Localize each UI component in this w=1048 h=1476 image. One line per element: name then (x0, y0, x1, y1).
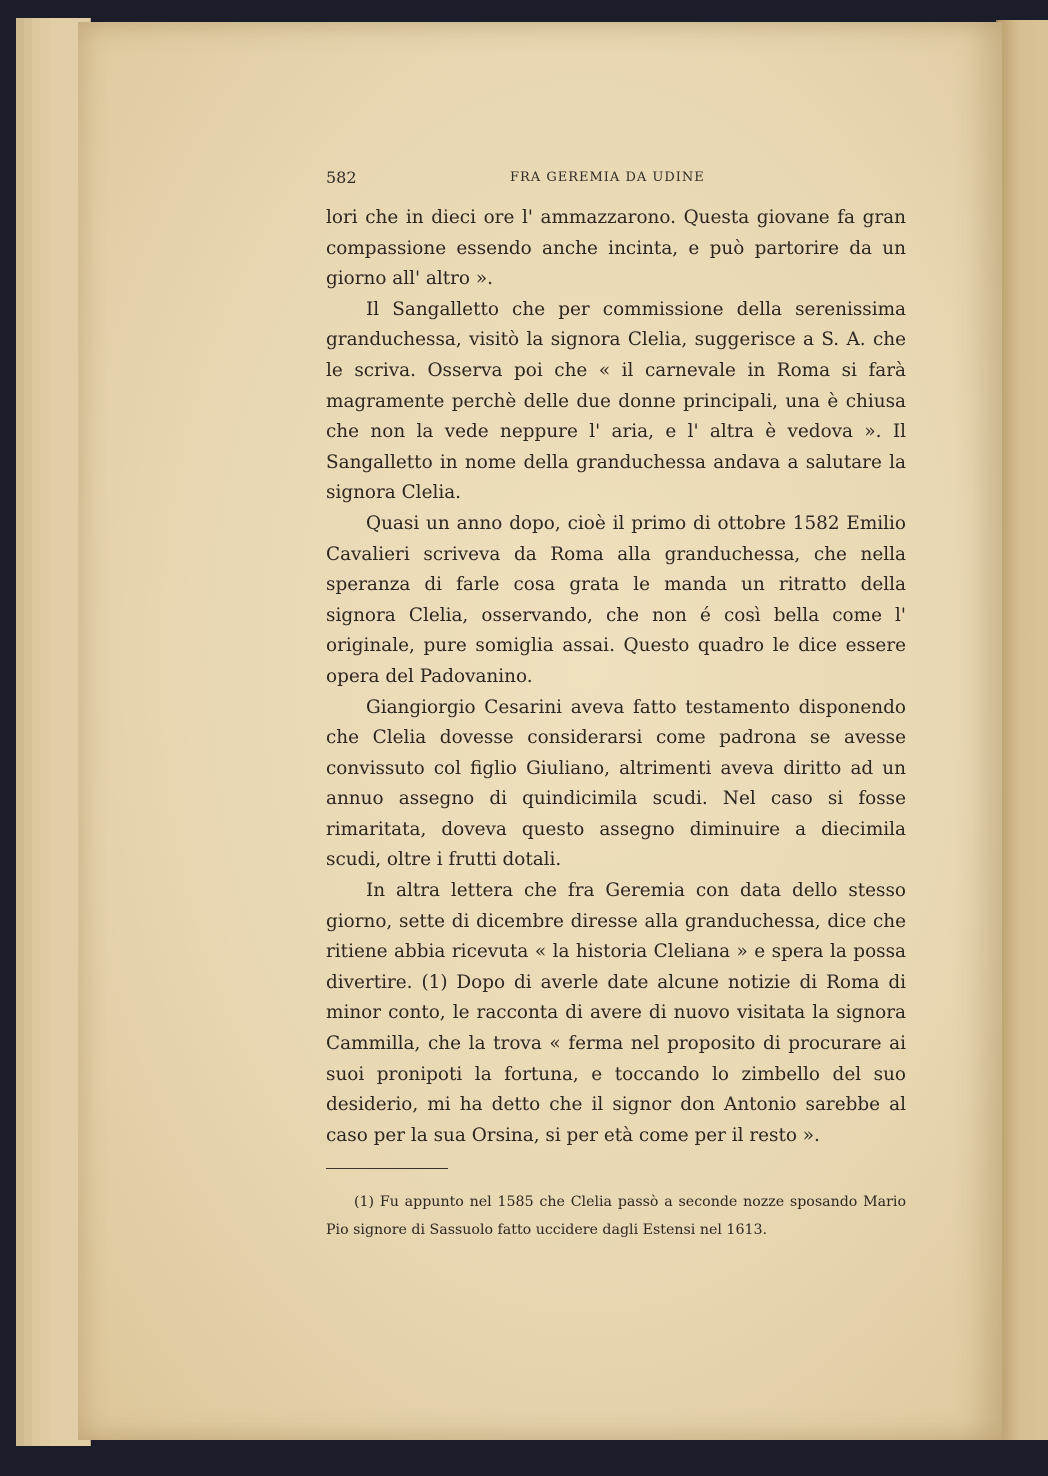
running-title: FRA GEREMIA DA UDINE (510, 170, 705, 185)
paragraph: Quasi un anno dopo, cioè il primo di ottobre 1582 Emilio Cavalieri scriveva da Roma alla granduchessa, che nella speranza di farle cosa grata le manda un ritratto della signora Clelia, osservando, che non é così bella come l' originale, pure somiglia assai. Questo quadro le dice essere opera del Padovanino. (326, 512, 906, 687)
page-header (326, 168, 906, 192)
footnote-divider (326, 1168, 448, 1169)
body-text (326, 203, 906, 1151)
footnote: (1) Fu appunto nel 1585 che Clelia passò a seconde nozze sposando Mario Pio signore di Sassuolo fatto uccidere dagli Estensi nel 1613. (326, 1194, 906, 1238)
page-number: 582 (326, 168, 357, 187)
paragraph: Giangiorgio Cesarini aveva fatto testamento disponendo che Clelia dovesse considerarsi come padrona se avesse convissuto col figlio Giuliano, altrimenti aveva diritto ad un annuo assegno di quindicimila scudi. Nel caso si fosse rimaritata, doveva questo assegno diminuire a diecimila scudi, oltre i frutti dotali. (326, 696, 906, 871)
paragraph: Il Sangalletto che per commissione della serenissima granduchessa, visitò la signora Clelia, suggerisce a S. A. che le scriva. Osserva poi che « il carnevale in Roma si farà magramente perchè delle due donne principali, una è chiusa che non la vede neppure l' aria, e l' altra è vedova ». Il Sangalletto in nome della granduchessa andava a salutare la signora Clelia. (326, 298, 906, 504)
paragraph: lori che in dieci ore l' ammazzarono. Questa giovane fa gran compassione essendo anche incinta, e può partorire da un giorno all' altro ». (326, 207, 906, 290)
next-page-edge (996, 20, 1048, 1440)
paragraph: In altra lettera che fra Geremia con data dello stesso giorno, sette di dicembre diresse alla granduchessa, dice che ritiene abbia ricevuta « la historia Cleliana » e spera la possa divertire. (1) Dopo di averle date alcune notizie di Roma di minor conto, le racconta di avere di nuovo visitata la signora Cammilla, che la trova « ferma nel proposito di procurare ai suoi pronipoti la fortuna, e toccando lo zimbello del suo desiderio, mi ha detto che il signor don Antonio sarebbe al caso per la sua Orsina, si per età come per il resto ». (326, 880, 906, 1146)
